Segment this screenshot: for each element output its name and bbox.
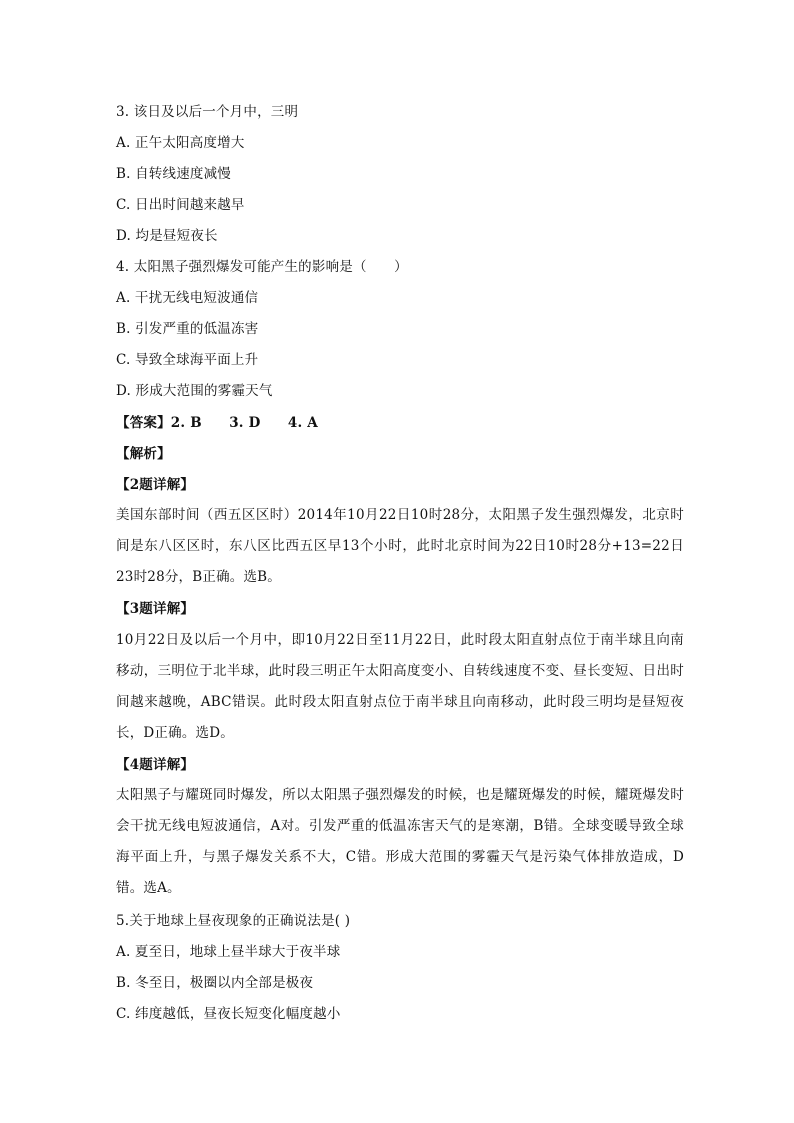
question-4-option-a: A. 干扰无线电短波通信 [116, 290, 259, 306]
detail-4-text: 太阳黑子与耀斑同时爆发，所以太阳黑子强烈爆发的时候，也是耀斑爆发的时候，耀斑爆发时会干扰无线电短波通信，A对。引发严重的低温冻害天气的是寒潮，B错。全球变暖导致全球海平面上升，与黑子爆发关系不大，C错。形成大范围的雾霾天气是污染气体排放造成，D错。选A。 [116, 787, 684, 896]
question-4-option-d: D. 形成大范围的雾霾天气 [116, 383, 273, 399]
question-5-option-c: C. 纬度越低，昼夜长短变化幅度越小 [116, 1006, 341, 1022]
detail-3-text: 10月22日及以后一个月中，即10月22日至11月22日，此时段太阳直射点位于南半球且向南移动，三明位于北半球，此时段三明正午太阳高度变小、自转线速度不变、昼长变短、日出时间越来越晚，ABC错误。此时段太阳直射点位于南半球且向南移动，此时段三明均是昼短夜长，D正确。选D。 [116, 632, 684, 741]
answer-line: 【答案】2. B 3. D 4. A [116, 415, 318, 431]
question-3-stem: 3. 该日及以后一个月中，三明 [116, 104, 299, 120]
detail-3-heading: 【3题详解】 [116, 601, 195, 617]
question-5-option-b: B. 冬至日，极圈以内全部是极夜 [116, 975, 314, 991]
detail-2-heading: 【2题详解】 [116, 477, 195, 493]
question-3-option-d: D. 均是昼短夜长 [116, 228, 218, 244]
analysis-heading: 【解析】 [116, 446, 171, 462]
question-3-option-a: A. 正午太阳高度增大 [116, 135, 245, 151]
question-5-option-a: A. 夏至日，地球上昼半球大于夜半球 [116, 944, 341, 960]
question-4-option-c: C. 导致全球海平面上升 [116, 352, 259, 368]
question-3-option-c: C. 日出时间越来越早 [116, 197, 245, 213]
question-4-stem: 4. 太阳黑子强烈爆发可能产生的影响是（ ） [116, 259, 408, 275]
question-3-option-b: B. 自转线速度减慢 [116, 166, 232, 182]
question-4-option-b: B. 引发严重的低温冻害 [116, 321, 259, 337]
detail-4-heading: 【4题详解】 [116, 757, 195, 773]
question-5-stem: 5.关于地球上昼夜现象的正确说法是( ) [116, 913, 351, 929]
detail-2-text: 美国东部时间（西五区区时）2014年10月22日10时28分，太阳黑子发生强烈爆发，北京时间是东八区区时，东八区比西五区早13个小时，此时北京时间为22日10时28分+13=22日23时28分，B正确。选B。 [116, 507, 684, 585]
